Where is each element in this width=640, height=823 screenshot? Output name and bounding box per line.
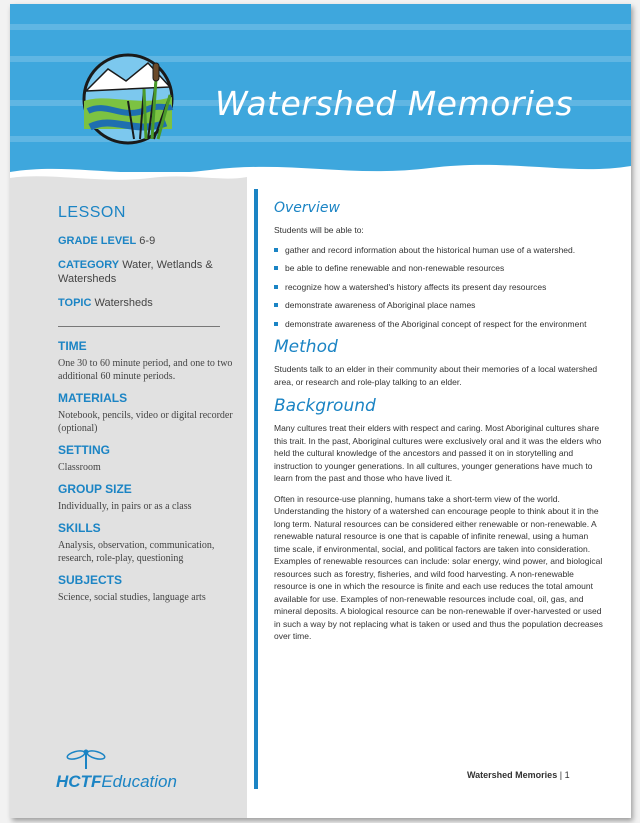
subjects-text: Science, social studies, language arts xyxy=(58,592,206,603)
category-value: Water, Wetlands & Watersheds xyxy=(58,259,213,285)
setting-text: Classroom xyxy=(58,462,101,473)
lesson-sidebar xyxy=(10,172,247,818)
setting-heading: SETTING xyxy=(58,443,111,457)
background-heading: Background xyxy=(274,396,376,416)
skills-heading: SKILLS xyxy=(58,521,101,535)
page-footer xyxy=(467,770,570,780)
list-item: recognize how a watershed's history affects its present day resources xyxy=(274,282,604,294)
watershed-logo-icon xyxy=(78,49,188,149)
materials-heading: MATERIALS xyxy=(58,391,128,405)
topic-key: TOPIC xyxy=(58,297,92,309)
sidebar-divider xyxy=(58,326,220,327)
list-item: be able to define renewable and non-renewable resources xyxy=(274,263,604,275)
list-item: demonstrate awareness of Aboriginal place names xyxy=(274,300,604,312)
overview-intro: Students will be able to: xyxy=(274,225,364,235)
document-page xyxy=(10,4,631,818)
subjects-heading: SUBJECTS xyxy=(58,573,123,587)
time-heading: TIME xyxy=(58,339,87,353)
lesson-heading: LESSON xyxy=(58,204,126,221)
logo-brand: HCTF xyxy=(56,772,102,791)
footer-doc-title: Watershed Memories xyxy=(467,770,558,780)
category-key: CATEGORY xyxy=(58,259,120,271)
materials-text: Notebook, pencils, video or digital recorder (optional) xyxy=(58,410,233,434)
grade-level xyxy=(58,234,243,248)
method-heading: Method xyxy=(274,337,338,357)
category xyxy=(58,258,243,286)
overview-heading: Overview xyxy=(274,200,340,216)
page-number: 1 xyxy=(564,770,570,780)
list-item: demonstrate awareness of the Aboriginal concept of respect for the environment xyxy=(274,319,604,331)
overview-bullets xyxy=(274,245,604,331)
time-text: One 30 to 60 minute period, and one to two additional 60 minute periods. xyxy=(58,358,233,382)
background-paragraph-2: Often in resource-use planning, humans take a short-term view of the world. Understanding the history of a watershed can encourage people to think about it in the long term. Natural resources can be considered either renewable or non-renewable. A renewable natural resource is one that is capable of infinite renewal, using a human time scale, if environmental, social, and political factors are taken into consideration. Examples of renewable resources can include: solar energy, wind power, and biological resources such as forestry, fisheries, and wild food harvesting. A non-renewable resource is one in which the resource is finite and each use reduces the total amount available for use. Examples of non-renewable resources include coal, oil, gas, and mineral deposits. A biological resource can be non-renewable if over-harvested or used in such a way by not replacing what is taken or used and thus the population decreases over time. xyxy=(274,493,603,641)
background-paragraph-1: Many cultures treat their elders with respect and caring. Most Aboriginal cultures share this trait. In the past, Aboriginal cultures were exclusively oral and it was the elders who held the cultural knowledge of the ancestors and passed it on in storytelling and instruction to younger generations. In all cultures, younger generations have much to learn from the past and those who have lived it. xyxy=(274,423,602,483)
topic-value: Watersheds xyxy=(94,297,153,309)
topic xyxy=(58,296,243,310)
header-banner xyxy=(10,4,631,179)
group-size-heading: GROUP SIZE xyxy=(58,482,132,496)
column-divider xyxy=(254,189,258,789)
footer-separator: | xyxy=(559,770,563,780)
dragonfly-icon xyxy=(66,748,106,770)
list-item: gather and record information about the historical human use of a watershed. xyxy=(274,245,604,257)
method-text: Students talk to an elder in their community about their memories of a local watershed area, or research and role-play talking to an elder. xyxy=(274,364,598,387)
grade-level-value: 6-9 xyxy=(139,235,156,247)
main-content xyxy=(274,200,604,651)
group-size-text: Individually, in pairs or as a class xyxy=(58,501,192,512)
page-title: Watershed Memories xyxy=(215,84,574,123)
logo-suffix: Education xyxy=(101,772,177,791)
grade-level-key: GRADE LEVEL xyxy=(58,235,137,247)
skills-text: Analysis, observation, communication, research, role-play, questioning xyxy=(58,540,215,564)
